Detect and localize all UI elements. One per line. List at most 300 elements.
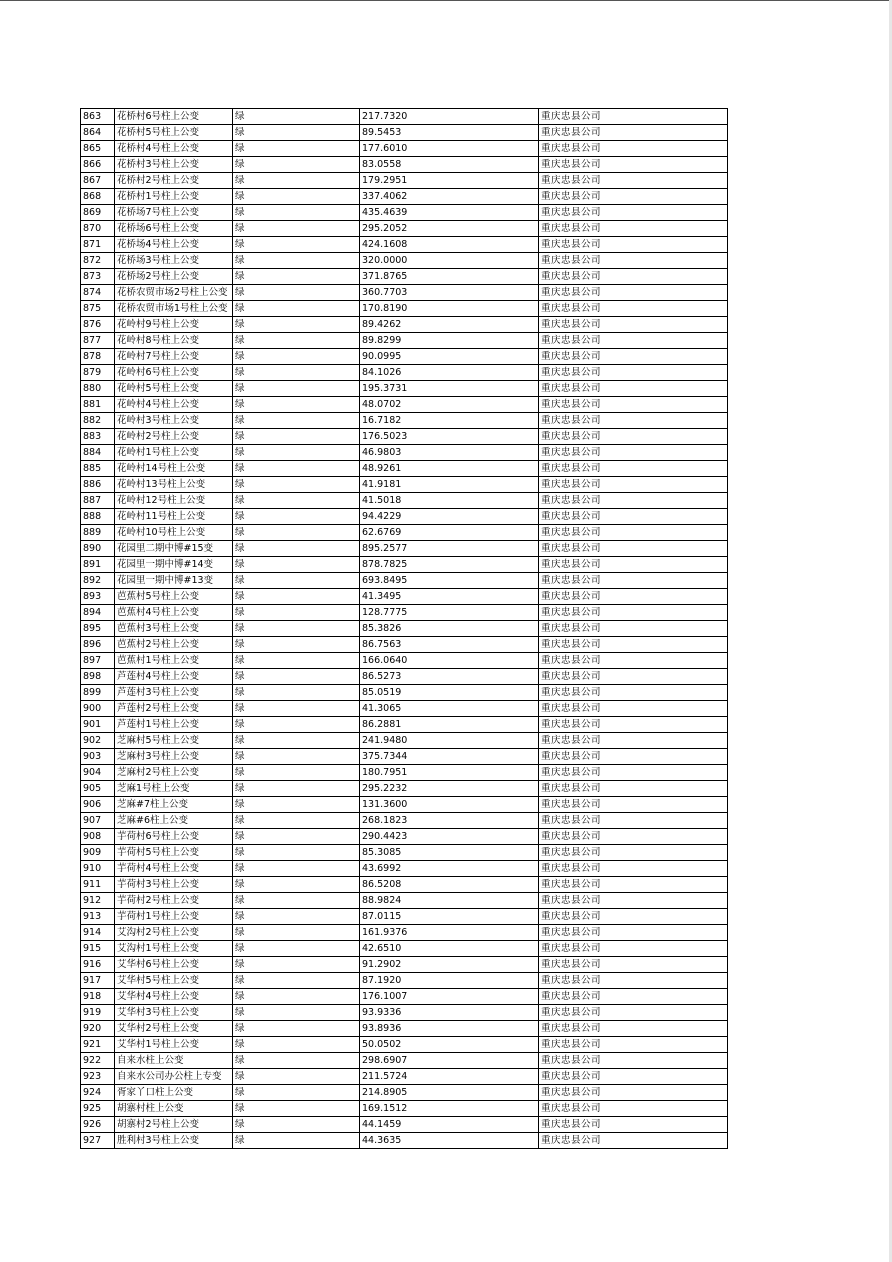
table-row xyxy=(81,909,728,925)
row-number-cell: 881 xyxy=(81,397,115,413)
table-row xyxy=(81,845,728,861)
transformer-name-cell: 芝麻村3号柱上公变 xyxy=(115,749,233,765)
row-number-cell: 878 xyxy=(81,349,115,365)
row-number-cell: 882 xyxy=(81,413,115,429)
row-number-cell: 922 xyxy=(81,1053,115,1069)
status-color-cell: 绿 xyxy=(233,829,360,845)
transformer-name-cell: 芦莲村3号柱上公变 xyxy=(115,685,233,701)
company-cell: 重庆忠县公司 xyxy=(539,477,728,493)
row-number-cell: 863 xyxy=(81,109,115,125)
value-cell: 41.3065 xyxy=(360,701,539,717)
transformer-name-cell: 芭蕉村4号柱上公变 xyxy=(115,605,233,621)
value-cell: 89.8299 xyxy=(360,333,539,349)
transformer-name-cell: 自来水柱上公变 xyxy=(115,1053,233,1069)
company-cell: 重庆忠县公司 xyxy=(539,461,728,477)
transformer-name-cell: 芝麻#7柱上公变 xyxy=(115,797,233,813)
status-color-cell: 绿 xyxy=(233,237,360,253)
transformer-name-cell: 胜利村3号柱上公变 xyxy=(115,1133,233,1149)
value-cell: 91.2902 xyxy=(360,957,539,973)
transformer-name-cell: 花园里一期中博#14变 xyxy=(115,557,233,573)
table-row xyxy=(81,541,728,557)
status-color-cell: 绿 xyxy=(233,1085,360,1101)
transformer-name-cell: 艾沟村2号柱上公变 xyxy=(115,925,233,941)
row-number-cell: 918 xyxy=(81,989,115,1005)
company-cell: 重庆忠县公司 xyxy=(539,893,728,909)
company-cell: 重庆忠县公司 xyxy=(539,701,728,717)
status-color-cell: 绿 xyxy=(233,941,360,957)
table-row xyxy=(81,413,728,429)
company-cell: 重庆忠县公司 xyxy=(539,381,728,397)
transformer-name-cell: 花桥村2号柱上公变 xyxy=(115,173,233,189)
company-cell: 重庆忠县公司 xyxy=(539,605,728,621)
value-cell: 86.2881 xyxy=(360,717,539,733)
row-number-cell: 923 xyxy=(81,1069,115,1085)
value-cell: 290.4423 xyxy=(360,829,539,845)
value-cell: 46.9803 xyxy=(360,445,539,461)
status-color-cell: 绿 xyxy=(233,525,360,541)
transformer-name-cell: 自来水公司办公柱上专变 xyxy=(115,1069,233,1085)
transformer-name-cell: 艾华村3号柱上公变 xyxy=(115,1005,233,1021)
row-number-cell: 875 xyxy=(81,301,115,317)
transformer-name-cell: 芋荷村2号柱上公变 xyxy=(115,893,233,909)
value-cell: 90.0995 xyxy=(360,349,539,365)
value-cell: 211.5724 xyxy=(360,1069,539,1085)
value-cell: 295.2052 xyxy=(360,221,539,237)
status-color-cell: 绿 xyxy=(233,141,360,157)
table-row xyxy=(81,1005,728,1021)
company-cell: 重庆忠县公司 xyxy=(539,317,728,333)
status-color-cell: 绿 xyxy=(233,861,360,877)
company-cell: 重庆忠县公司 xyxy=(539,589,728,605)
value-cell: 85.3826 xyxy=(360,621,539,637)
table-row xyxy=(81,925,728,941)
transformer-name-cell: 花岭村11号柱上公变 xyxy=(115,509,233,525)
value-cell: 43.6992 xyxy=(360,861,539,877)
table-row xyxy=(81,349,728,365)
table-row xyxy=(81,493,728,509)
value-cell: 371.8765 xyxy=(360,269,539,285)
status-color-cell: 绿 xyxy=(233,173,360,189)
table-row xyxy=(81,813,728,829)
row-number-cell: 919 xyxy=(81,1005,115,1021)
transformer-name-cell: 花园里一期中博#13变 xyxy=(115,573,233,589)
table-row xyxy=(81,893,728,909)
table-row xyxy=(81,749,728,765)
company-cell: 重庆忠县公司 xyxy=(539,109,728,125)
status-color-cell: 绿 xyxy=(233,669,360,685)
value-cell: 161.9376 xyxy=(360,925,539,941)
transformer-name-cell: 芦莲村1号柱上公变 xyxy=(115,717,233,733)
company-cell: 重庆忠县公司 xyxy=(539,333,728,349)
row-number-cell: 886 xyxy=(81,477,115,493)
row-number-cell: 871 xyxy=(81,237,115,253)
company-cell: 重庆忠县公司 xyxy=(539,877,728,893)
transformer-name-cell: 芭蕉村5号柱上公变 xyxy=(115,589,233,605)
value-cell: 94.4229 xyxy=(360,509,539,525)
row-number-cell: 865 xyxy=(81,141,115,157)
value-cell: 298.6907 xyxy=(360,1053,539,1069)
transformer-name-cell: 艾沟村1号柱上公变 xyxy=(115,941,233,957)
status-color-cell: 绿 xyxy=(233,1037,360,1053)
row-number-cell: 864 xyxy=(81,125,115,141)
row-number-cell: 924 xyxy=(81,1085,115,1101)
transformer-name-cell: 花岭村10号柱上公变 xyxy=(115,525,233,541)
status-color-cell: 绿 xyxy=(233,685,360,701)
status-color-cell: 绿 xyxy=(233,621,360,637)
value-cell: 170.8190 xyxy=(360,301,539,317)
table-row xyxy=(81,1021,728,1037)
company-cell: 重庆忠县公司 xyxy=(539,397,728,413)
row-number-cell: 911 xyxy=(81,877,115,893)
company-cell: 重庆忠县公司 xyxy=(539,733,728,749)
value-cell: 337.4062 xyxy=(360,189,539,205)
transformer-name-cell: 花桥村5号柱上公变 xyxy=(115,125,233,141)
transformer-name-cell: 花岭村2号柱上公变 xyxy=(115,429,233,445)
transformer-name-cell: 芭蕉村3号柱上公变 xyxy=(115,621,233,637)
status-color-cell: 绿 xyxy=(233,445,360,461)
row-number-cell: 877 xyxy=(81,333,115,349)
status-color-cell: 绿 xyxy=(233,269,360,285)
row-number-cell: 892 xyxy=(81,573,115,589)
status-color-cell: 绿 xyxy=(233,813,360,829)
table-row xyxy=(81,669,728,685)
company-cell: 重庆忠县公司 xyxy=(539,1101,728,1117)
company-cell: 重庆忠县公司 xyxy=(539,781,728,797)
row-number-cell: 902 xyxy=(81,733,115,749)
status-color-cell: 绿 xyxy=(233,157,360,173)
value-cell: 93.8936 xyxy=(360,1021,539,1037)
table-row xyxy=(81,477,728,493)
company-cell: 重庆忠县公司 xyxy=(539,269,728,285)
table-row xyxy=(81,653,728,669)
transformer-name-cell: 胡寨村2号柱上公变 xyxy=(115,1117,233,1133)
company-cell: 重庆忠县公司 xyxy=(539,973,728,989)
company-cell: 重庆忠县公司 xyxy=(539,957,728,973)
company-cell: 重庆忠县公司 xyxy=(539,925,728,941)
table-row xyxy=(81,733,728,749)
row-number-cell: 905 xyxy=(81,781,115,797)
status-color-cell: 绿 xyxy=(233,301,360,317)
transformer-name-cell: 胥家丫口柱上公变 xyxy=(115,1085,233,1101)
value-cell: 360.7703 xyxy=(360,285,539,301)
row-number-cell: 883 xyxy=(81,429,115,445)
value-cell: 176.1007 xyxy=(360,989,539,1005)
row-number-cell: 921 xyxy=(81,1037,115,1053)
row-number-cell: 901 xyxy=(81,717,115,733)
row-number-cell: 926 xyxy=(81,1117,115,1133)
status-color-cell: 绿 xyxy=(233,957,360,973)
row-number-cell: 894 xyxy=(81,605,115,621)
transformer-name-cell: 芭蕉村1号柱上公变 xyxy=(115,653,233,669)
table-row xyxy=(81,957,728,973)
company-cell: 重庆忠县公司 xyxy=(539,989,728,1005)
company-cell: 重庆忠县公司 xyxy=(539,797,728,813)
transformer-name-cell: 花园里二期中博#15变 xyxy=(115,541,233,557)
company-cell: 重庆忠县公司 xyxy=(539,717,728,733)
table-body xyxy=(81,109,728,1149)
table-row xyxy=(81,189,728,205)
row-number-cell: 904 xyxy=(81,765,115,781)
row-number-cell: 866 xyxy=(81,157,115,173)
transformer-name-cell: 花岭村9号柱上公变 xyxy=(115,317,233,333)
row-number-cell: 872 xyxy=(81,253,115,269)
table-row xyxy=(81,781,728,797)
value-cell: 177.6010 xyxy=(360,141,539,157)
status-color-cell: 绿 xyxy=(233,285,360,301)
row-number-cell: 895 xyxy=(81,621,115,637)
status-color-cell: 绿 xyxy=(233,1117,360,1133)
transformer-name-cell: 花桥场7号柱上公变 xyxy=(115,205,233,221)
company-cell: 重庆忠县公司 xyxy=(539,685,728,701)
data-table xyxy=(80,108,728,1149)
company-cell: 重庆忠县公司 xyxy=(539,829,728,845)
row-number-cell: 925 xyxy=(81,1101,115,1117)
status-color-cell: 绿 xyxy=(233,797,360,813)
value-cell: 85.0519 xyxy=(360,685,539,701)
row-number-cell: 890 xyxy=(81,541,115,557)
transformer-name-cell: 花桥农贸市场2号柱上公变 xyxy=(115,285,233,301)
company-cell: 重庆忠县公司 xyxy=(539,1005,728,1021)
row-number-cell: 880 xyxy=(81,381,115,397)
company-cell: 重庆忠县公司 xyxy=(539,253,728,269)
value-cell: 84.1026 xyxy=(360,365,539,381)
transformer-name-cell: 花岭村12号柱上公变 xyxy=(115,493,233,509)
status-color-cell: 绿 xyxy=(233,253,360,269)
value-cell: 195.3731 xyxy=(360,381,539,397)
table-row xyxy=(81,301,728,317)
row-number-cell: 876 xyxy=(81,317,115,333)
transformer-name-cell: 芦莲村2号柱上公变 xyxy=(115,701,233,717)
transformer-name-cell: 花岭村8号柱上公变 xyxy=(115,333,233,349)
status-color-cell: 绿 xyxy=(233,877,360,893)
row-number-cell: 908 xyxy=(81,829,115,845)
status-color-cell: 绿 xyxy=(233,589,360,605)
status-color-cell: 绿 xyxy=(233,909,360,925)
table-row xyxy=(81,237,728,253)
value-cell: 86.5208 xyxy=(360,877,539,893)
company-cell: 重庆忠县公司 xyxy=(539,861,728,877)
transformer-name-cell: 芝麻1号柱上公变 xyxy=(115,781,233,797)
value-cell: 131.3600 xyxy=(360,797,539,813)
company-cell: 重庆忠县公司 xyxy=(539,157,728,173)
transformer-name-cell: 芦莲村4号柱上公变 xyxy=(115,669,233,685)
status-color-cell: 绿 xyxy=(233,109,360,125)
row-number-cell: 870 xyxy=(81,221,115,237)
transformer-name-cell: 花岭村7号柱上公变 xyxy=(115,349,233,365)
company-cell: 重庆忠县公司 xyxy=(539,1133,728,1149)
value-cell: 88.9824 xyxy=(360,893,539,909)
table-row xyxy=(81,221,728,237)
company-cell: 重庆忠县公司 xyxy=(539,557,728,573)
value-cell: 693.8495 xyxy=(360,573,539,589)
table-row xyxy=(81,525,728,541)
transformer-name-cell: 芋荷村4号柱上公变 xyxy=(115,861,233,877)
table-row xyxy=(81,269,728,285)
status-color-cell: 绿 xyxy=(233,845,360,861)
transformer-name-cell: 艾华村5号柱上公变 xyxy=(115,973,233,989)
transformer-name-cell: 芝麻#6柱上公变 xyxy=(115,813,233,829)
company-cell: 重庆忠县公司 xyxy=(539,445,728,461)
value-cell: 83.0558 xyxy=(360,157,539,173)
row-number-cell: 896 xyxy=(81,637,115,653)
value-cell: 87.0115 xyxy=(360,909,539,925)
row-number-cell: 917 xyxy=(81,973,115,989)
company-cell: 重庆忠县公司 xyxy=(539,189,728,205)
company-cell: 重庆忠县公司 xyxy=(539,621,728,637)
transformer-name-cell: 花岭村4号柱上公变 xyxy=(115,397,233,413)
status-color-cell: 绿 xyxy=(233,1053,360,1069)
transformer-name-cell: 芋荷村6号柱上公变 xyxy=(115,829,233,845)
value-cell: 424.1608 xyxy=(360,237,539,253)
status-color-cell: 绿 xyxy=(233,1021,360,1037)
table-row xyxy=(81,637,728,653)
value-cell: 169.1512 xyxy=(360,1101,539,1117)
table-row xyxy=(81,173,728,189)
status-color-cell: 绿 xyxy=(233,189,360,205)
transformer-name-cell: 花岭村6号柱上公变 xyxy=(115,365,233,381)
value-cell: 179.2951 xyxy=(360,173,539,189)
value-cell: 86.7563 xyxy=(360,637,539,653)
status-color-cell: 绿 xyxy=(233,205,360,221)
page-top-border xyxy=(0,0,892,1)
company-cell: 重庆忠县公司 xyxy=(539,221,728,237)
value-cell: 86.5273 xyxy=(360,669,539,685)
row-number-cell: 912 xyxy=(81,893,115,909)
company-cell: 重庆忠县公司 xyxy=(539,205,728,221)
company-cell: 重庆忠县公司 xyxy=(539,637,728,653)
company-cell: 重庆忠县公司 xyxy=(539,429,728,445)
value-cell: 320.0000 xyxy=(360,253,539,269)
table-row xyxy=(81,797,728,813)
company-cell: 重庆忠县公司 xyxy=(539,1053,728,1069)
transformer-name-cell: 芋荷村5号柱上公变 xyxy=(115,845,233,861)
company-cell: 重庆忠县公司 xyxy=(539,237,728,253)
status-color-cell: 绿 xyxy=(233,477,360,493)
status-color-cell: 绿 xyxy=(233,413,360,429)
transformer-name-cell: 花岭村3号柱上公变 xyxy=(115,413,233,429)
row-number-cell: 884 xyxy=(81,445,115,461)
status-color-cell: 绿 xyxy=(233,893,360,909)
row-number-cell: 920 xyxy=(81,1021,115,1037)
row-number-cell: 910 xyxy=(81,861,115,877)
company-cell: 重庆忠县公司 xyxy=(539,909,728,925)
row-number-cell: 888 xyxy=(81,509,115,525)
transformer-name-cell: 花桥场4号柱上公变 xyxy=(115,237,233,253)
transformer-name-cell: 艾华村2号柱上公变 xyxy=(115,1021,233,1037)
status-color-cell: 绿 xyxy=(233,493,360,509)
status-color-cell: 绿 xyxy=(233,573,360,589)
transformer-name-cell: 芝麻村2号柱上公变 xyxy=(115,765,233,781)
value-cell: 85.3085 xyxy=(360,845,539,861)
value-cell: 895.2577 xyxy=(360,541,539,557)
transformer-name-cell: 花桥农贸市场1号柱上公变 xyxy=(115,301,233,317)
company-cell: 重庆忠县公司 xyxy=(539,941,728,957)
table-row xyxy=(81,397,728,413)
table-row xyxy=(81,317,728,333)
company-cell: 重庆忠县公司 xyxy=(539,349,728,365)
table-row xyxy=(81,701,728,717)
value-cell: 41.9181 xyxy=(360,477,539,493)
row-number-cell: 915 xyxy=(81,941,115,957)
table-row xyxy=(81,1069,728,1085)
row-number-cell: 891 xyxy=(81,557,115,573)
company-cell: 重庆忠县公司 xyxy=(539,749,728,765)
company-cell: 重庆忠县公司 xyxy=(539,1069,728,1085)
row-number-cell: 898 xyxy=(81,669,115,685)
row-number-cell: 913 xyxy=(81,909,115,925)
company-cell: 重庆忠县公司 xyxy=(539,813,728,829)
company-cell: 重庆忠县公司 xyxy=(539,413,728,429)
value-cell: 48.9261 xyxy=(360,461,539,477)
row-number-cell: 874 xyxy=(81,285,115,301)
transformer-name-cell: 花桥场2号柱上公变 xyxy=(115,269,233,285)
status-color-cell: 绿 xyxy=(233,365,360,381)
value-cell: 41.5018 xyxy=(360,493,539,509)
transformer-name-cell: 艾华村6号柱上公变 xyxy=(115,957,233,973)
status-color-cell: 绿 xyxy=(233,317,360,333)
row-number-cell: 906 xyxy=(81,797,115,813)
table-row xyxy=(81,109,728,125)
company-cell: 重庆忠县公司 xyxy=(539,141,728,157)
status-color-cell: 绿 xyxy=(233,125,360,141)
status-color-cell: 绿 xyxy=(233,541,360,557)
row-number-cell: 893 xyxy=(81,589,115,605)
company-cell: 重庆忠县公司 xyxy=(539,573,728,589)
transformer-name-cell: 芋荷村3号柱上公变 xyxy=(115,877,233,893)
status-color-cell: 绿 xyxy=(233,509,360,525)
transformer-name-cell: 花岭村5号柱上公变 xyxy=(115,381,233,397)
row-number-cell: 885 xyxy=(81,461,115,477)
row-number-cell: 914 xyxy=(81,925,115,941)
status-color-cell: 绿 xyxy=(233,717,360,733)
row-number-cell: 909 xyxy=(81,845,115,861)
status-color-cell: 绿 xyxy=(233,1005,360,1021)
table-row xyxy=(81,157,728,173)
transformer-name-cell: 花桥场3号柱上公变 xyxy=(115,253,233,269)
table-row xyxy=(81,141,728,157)
company-cell: 重庆忠县公司 xyxy=(539,285,728,301)
table-row xyxy=(81,381,728,397)
table-row xyxy=(81,429,728,445)
table-row xyxy=(81,573,728,589)
company-cell: 重庆忠县公司 xyxy=(539,125,728,141)
row-number-cell: 869 xyxy=(81,205,115,221)
status-color-cell: 绿 xyxy=(233,637,360,653)
company-cell: 重庆忠县公司 xyxy=(539,669,728,685)
value-cell: 217.7320 xyxy=(360,109,539,125)
table-row xyxy=(81,1053,728,1069)
row-number-cell: 867 xyxy=(81,173,115,189)
transformer-name-cell: 花岭村14号柱上公变 xyxy=(115,461,233,477)
row-number-cell: 900 xyxy=(81,701,115,717)
company-cell: 重庆忠县公司 xyxy=(539,845,728,861)
transformer-name-cell: 花岭村1号柱上公变 xyxy=(115,445,233,461)
row-number-cell: 868 xyxy=(81,189,115,205)
table-row xyxy=(81,333,728,349)
table-row xyxy=(81,941,728,957)
transformer-name-cell: 胡寨村柱上公变 xyxy=(115,1101,233,1117)
row-number-cell: 907 xyxy=(81,813,115,829)
status-color-cell: 绿 xyxy=(233,973,360,989)
value-cell: 89.4262 xyxy=(360,317,539,333)
table-row xyxy=(81,765,728,781)
table-row xyxy=(81,717,728,733)
table-row xyxy=(81,285,728,301)
table-row xyxy=(81,1037,728,1053)
transformer-name-cell: 芭蕉村2号柱上公变 xyxy=(115,637,233,653)
transformer-name-cell: 花桥场6号柱上公变 xyxy=(115,221,233,237)
value-cell: 44.3635 xyxy=(360,1133,539,1149)
